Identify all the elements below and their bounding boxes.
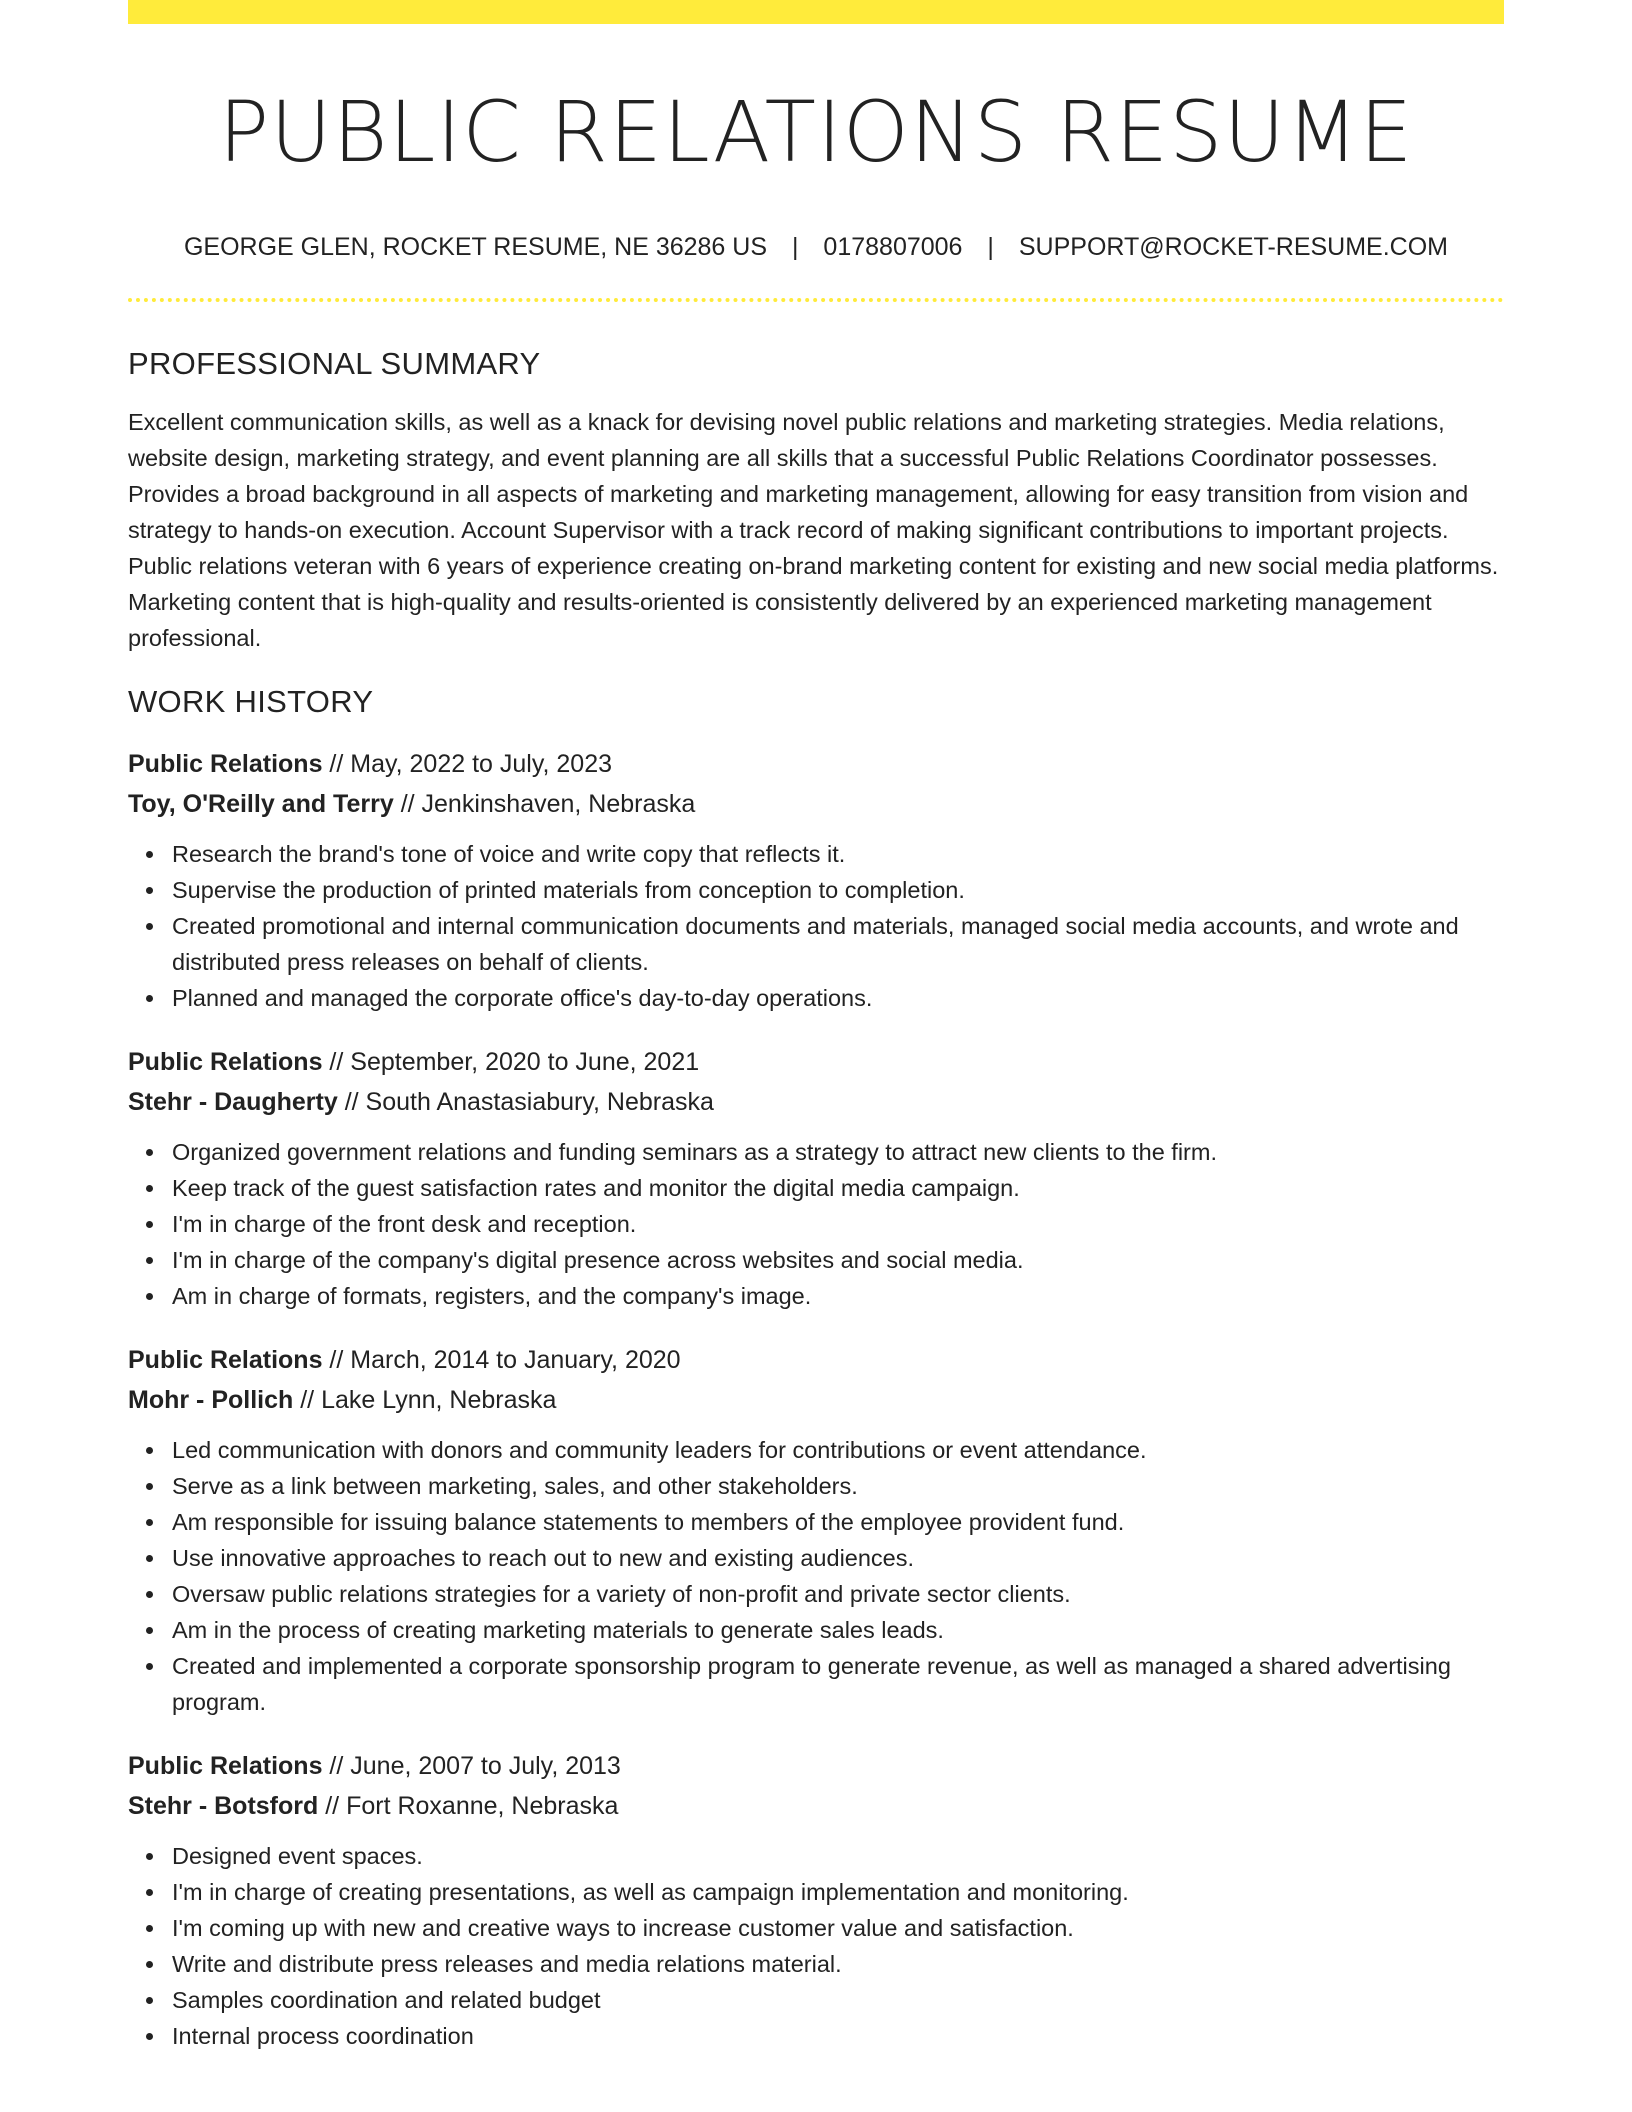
job-company: Toy, O'Reilly and Terry — [128, 789, 394, 818]
contact-email: SUPPORT@ROCKET-RESUME.COM — [1018, 232, 1449, 261]
job-bullet-item: Planned and managed the corporate office's day-to-day operations. — [172, 980, 1504, 1016]
job-bullet-item: Research the brand's tone of voice and write copy that reflects it. — [172, 836, 1504, 872]
job-bullet-item: Designed event spaces. — [172, 1838, 1504, 1874]
contact-address: GEORGE GLEN, ROCKET RESUME, NE 36286 US — [183, 232, 768, 261]
job-bullet-list — [128, 1838, 1504, 2054]
job-bullet-list — [128, 1432, 1504, 1720]
job-company-line — [128, 784, 1504, 824]
contact-separator: | — [791, 232, 799, 261]
job-title-line — [128, 744, 1504, 784]
job-bullet-item: Oversaw public relations strategies for a variety of non-profit and private sector clients. — [172, 1576, 1504, 1612]
job-title: Public Relations — [128, 1751, 323, 1780]
top-accent-bar — [128, 0, 1504, 24]
job-bullet-item: Use innovative approaches to reach out to new and existing audiences. — [172, 1540, 1504, 1576]
job-dates: // June, 2007 to July, 2013 — [322, 1751, 621, 1780]
contact-phone: 0178807006 — [823, 232, 963, 261]
job-bullet-item: Organized government relations and funding seminars as a strategy to attract new clients to the firm. — [172, 1134, 1504, 1170]
job-title: Public Relations — [128, 749, 323, 778]
job-title: Public Relations — [128, 1345, 323, 1374]
job-bullet-item: Internal process coordination — [172, 2018, 1504, 2054]
job-bullet-item: Keep track of the guest satisfaction rates and monitor the digital media campaign. — [172, 1170, 1504, 1206]
job-bullet-item: Serve as a link between marketing, sales, and other stakeholders. — [172, 1468, 1504, 1504]
dotted-divider — [128, 298, 1504, 302]
job-dates: // May, 2022 to July, 2023 — [322, 749, 612, 778]
job-title-line — [128, 1042, 1504, 1082]
job-company-line — [128, 1786, 1504, 1826]
resume-title: PUBLIC RELATIONS RESUME — [218, 83, 1414, 181]
job-location: // Jenkinshaven, Nebraska — [393, 789, 696, 818]
job-company: Stehr - Daugherty — [128, 1087, 338, 1116]
job-bullet-item: I'm coming up with new and creative ways to increase customer value and satisfaction. — [172, 1910, 1504, 1946]
job-company: Stehr - Botsford — [128, 1791, 319, 1820]
job-entry — [128, 1042, 1504, 1314]
job-bullet-item: Samples coordination and related budget — [172, 1982, 1504, 2018]
job-bullet-item: I'm in charge of creating presentations, as well as campaign implementation and monitoring. — [172, 1874, 1504, 1910]
work-history-list — [128, 744, 1504, 2054]
contact-separator: | — [987, 232, 994, 261]
job-company-line — [128, 1082, 1504, 1122]
resume-page — [128, 0, 1504, 2054]
work-history-heading: WORK HISTORY — [128, 683, 374, 719]
job-location: // Fort Roxanne, Nebraska — [318, 1791, 619, 1820]
job-title-line — [128, 1746, 1504, 1786]
job-dates: // March, 2014 to January, 2020 — [322, 1345, 681, 1374]
job-entry — [128, 1746, 1504, 2054]
contact-line — [128, 233, 1504, 262]
job-location: // South Anastasiabury, Nebraska — [337, 1087, 714, 1116]
job-bullet-list — [128, 1134, 1504, 1314]
job-title-line — [128, 1340, 1504, 1380]
job-company: Mohr - Pollich — [128, 1385, 294, 1414]
job-bullet-item: Supervise the production of printed materials from conception to completion. — [172, 872, 1504, 908]
summary-text: Excellent communication skills, as well as a knack for devising novel public relations and marketing strategies. Media relations, website design, marketing strategy, and event planning are all skills that a successful Public Relations Coordinator possesses. Provides a broad background in all aspects of marketing and marketing management, allowing for easy transition from vision and strategy to hands-on execution. Account Supervisor with a track record of making significant contributions to important projects. Public relations veteran with 6 years of experience creating on-brand marketing content for existing and new social media platforms. Marketing content that is high-quality and results-oriented is consistently delivered by an experienced marketing management professional. — [128, 408, 1499, 651]
job-bullet-item: Am in charge of formats, registers, and the company's image. — [172, 1278, 1504, 1314]
job-location: // Lake Lynn, Nebraska — [293, 1385, 557, 1414]
job-entry — [128, 744, 1504, 1016]
job-bullet-item: I'm in charge of the front desk and reception. — [172, 1206, 1504, 1242]
job-bullet-item: Created and implemented a corporate sponsorship program to generate revenue, as well as managed a shared advertising program. — [172, 1648, 1504, 1720]
summary-heading: PROFESSIONAL SUMMARY — [128, 345, 541, 381]
job-bullet-item: Write and distribute press releases and media relations material. — [172, 1946, 1504, 1982]
job-bullet-list — [128, 836, 1504, 1016]
job-bullet-item: Led communication with donors and community leaders for contributions or event attendance. — [172, 1432, 1504, 1468]
job-title: Public Relations — [128, 1047, 323, 1076]
job-bullet-item: Am responsible for issuing balance statements to members of the employee provident fund. — [172, 1504, 1504, 1540]
job-company-line — [128, 1380, 1504, 1420]
job-bullet-item: Created promotional and internal communication documents and materials, managed social media accounts, and wrote and distributed press releases on behalf of clients. — [172, 908, 1504, 980]
job-bullet-item: I'm in charge of the company's digital presence across websites and social media. — [172, 1242, 1504, 1278]
job-dates: // September, 2020 to June, 2021 — [322, 1047, 700, 1076]
job-entry — [128, 1340, 1504, 1720]
job-bullet-item: Am in the process of creating marketing materials to generate sales leads. — [172, 1612, 1504, 1648]
